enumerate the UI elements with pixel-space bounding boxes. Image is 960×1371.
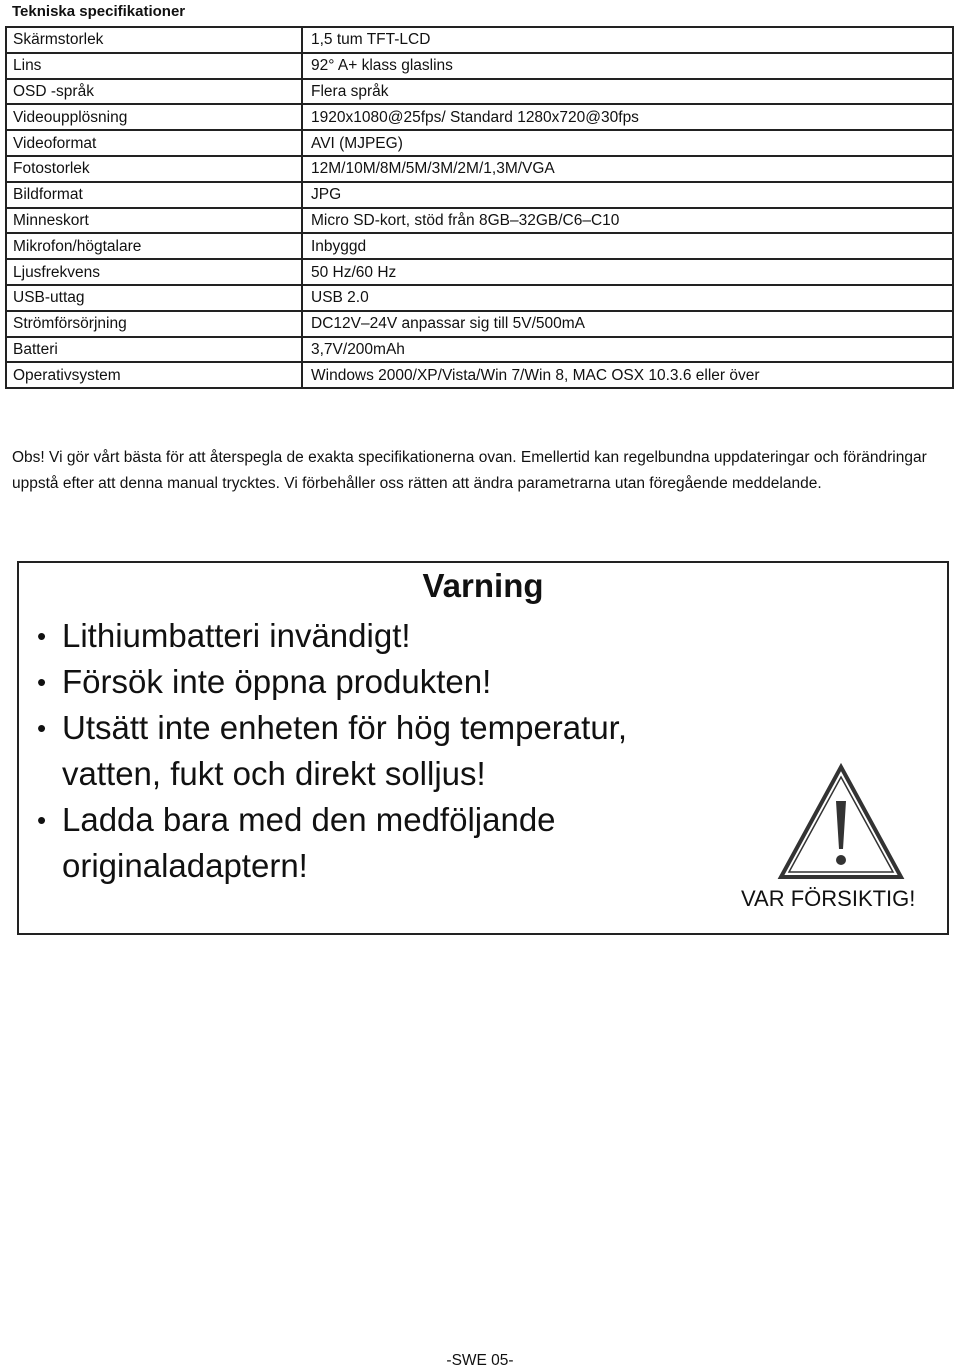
spec-value: DC12V–24V anpassar sig till 5V/500mA [302, 311, 953, 337]
spec-value: Flera språk [302, 79, 953, 105]
table-row [6, 337, 953, 363]
list-item [37, 659, 727, 705]
spec-value: JPG [302, 182, 953, 208]
note-line-1: Obs! Vi gör vårt bästa för att återspegla de exakta specifikationerna ovan. Emellertid kan regelbundna uppdateringar och förändringar [12, 449, 927, 466]
table-row [6, 311, 953, 337]
table-row [6, 259, 953, 285]
spec-value: Inbyggd [302, 233, 953, 259]
spec-value: 50 Hz/60 Hz [302, 259, 953, 285]
table-row [6, 208, 953, 234]
spec-table [5, 26, 954, 389]
spec-label: Batteri [6, 337, 302, 363]
spec-value: USB 2.0 [302, 285, 953, 311]
warning-box [17, 561, 949, 935]
spec-label: Videoupplösning [6, 104, 302, 130]
bullet-icon: • [37, 805, 47, 835]
note-line-2: uppstå efter att denna manual trycktes. Vi förbehåller oss rätten att ändra parametrarna utan föregående meddelande. [12, 475, 822, 492]
spec-label: Strömförsörjning [6, 311, 302, 337]
table-row [6, 362, 953, 388]
page-footer: -SWE 05- [446, 1352, 514, 1369]
table-row [6, 182, 953, 208]
list-item [37, 613, 727, 659]
spec-label: OSD -språk [6, 79, 302, 105]
document-title: Tekniska specifikationer [12, 3, 186, 20]
table-row [6, 79, 953, 105]
spec-label: Fotostorlek [6, 156, 302, 182]
warning-item-text: Försök inte öppna produkten! [62, 663, 492, 700]
sign-caption: VAR FÖRSIKTIG! [741, 886, 916, 911]
spec-value: 92° A+ klass glaslins [302, 53, 953, 79]
spec-value: 1,5 tum TFT-LCD [302, 27, 953, 53]
spec-value: 1920x1080@25fps/ Standard 1280x720@30fps [302, 104, 953, 130]
spec-value: 3,7V/200mAh [302, 337, 953, 363]
warning-item-text: Lithiumbatteri invändigt! [62, 617, 411, 654]
table-row [6, 156, 953, 182]
warning-item-text: Utsätt inte enheten för hög temperatur, vatten, fukt och direkt solljus! [62, 709, 628, 792]
table-row [6, 27, 953, 53]
spec-value: 12M/10M/8M/5M/3M/2M/1,3M/VGA [302, 156, 953, 182]
spec-label: Minneskort [6, 208, 302, 234]
spec-label: Skärmstorlek [6, 27, 302, 53]
spec-value: Micro SD-kort, stöd från 8GB–32GB/C6–C10 [302, 208, 953, 234]
spec-label: Mikrofon/högtalare [6, 233, 302, 259]
spec-label: Bildformat [6, 182, 302, 208]
spec-label: Operativsystem [6, 362, 302, 388]
spec-value: AVI (MJPEG) [302, 130, 953, 156]
spec-label: Lins [6, 53, 302, 79]
disclaimer-note [12, 445, 949, 497]
table-row [6, 130, 953, 156]
warning-triangle-icon [777, 761, 905, 881]
list-item [37, 797, 727, 889]
spec-label: Videoformat [6, 130, 302, 156]
table-row [6, 285, 953, 311]
table-row [6, 104, 953, 130]
bullet-icon: • [37, 713, 47, 743]
spec-label: USB-uttag [6, 285, 302, 311]
bullet-icon: • [37, 667, 47, 697]
bullet-icon: • [37, 621, 47, 651]
spec-label: Ljusfrekvens [6, 259, 302, 285]
list-item [37, 705, 727, 797]
table-row [6, 233, 953, 259]
warning-title: Varning [422, 567, 544, 604]
warning-item-text: Ladda bara med den medföljande originaladaptern! [62, 801, 556, 884]
spec-value: Windows 2000/XP/Vista/Win 7/Win 8, MAC OSX 10.3.6 eller över [302, 362, 953, 388]
warning-list [37, 613, 727, 889]
table-row [6, 53, 953, 79]
